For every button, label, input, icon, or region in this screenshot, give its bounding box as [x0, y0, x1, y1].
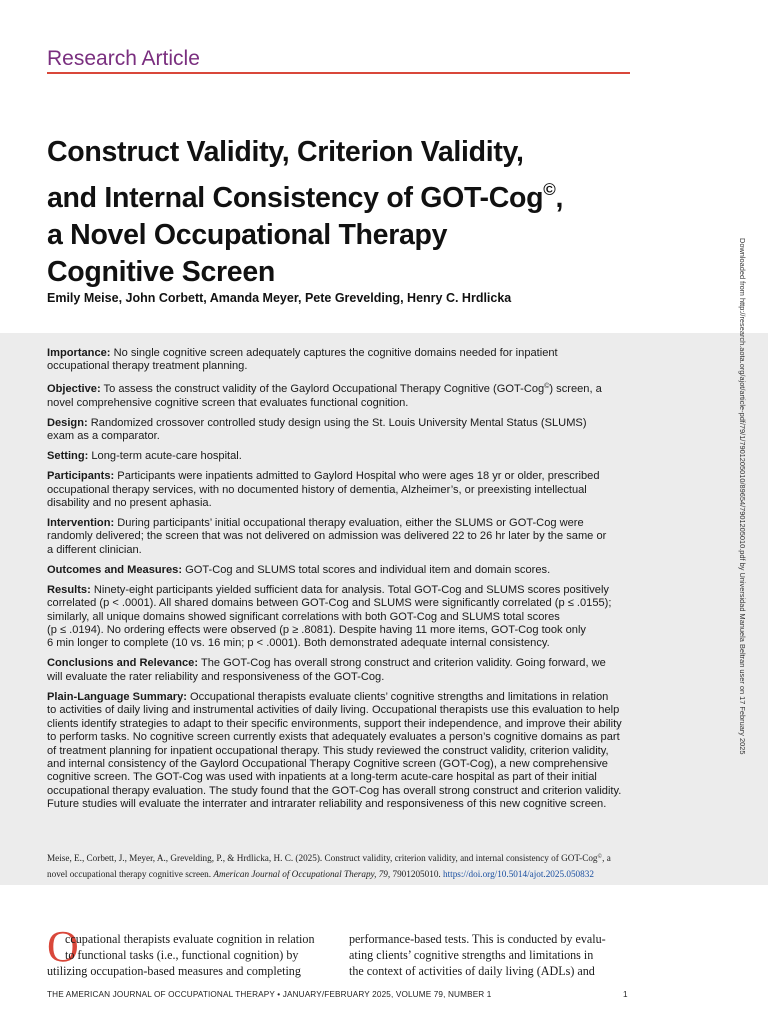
citation-line-2 — [47, 867, 647, 883]
citation-text-2a: novel occupational therapy cognitive screen. — [47, 868, 214, 879]
body-col1-line-1: ccupational therapists evaluate cognition in relation — [65, 932, 315, 946]
title-line-2 — [47, 171, 647, 217]
participants-text-3: disability and no present aphasia. — [47, 497, 212, 510]
plain-summary-text-4: to perform tasks. No cognitive screen currently exists that adequately evaluates a person’s cognitive domains as part — [47, 731, 620, 744]
body-col1-line-2: to functional tasks (i.e., functional cognition) by — [65, 948, 299, 962]
body-col2-line-3: the context of activities of daily living (ADLs) and — [349, 964, 595, 978]
design-label: Design: — [47, 416, 88, 429]
title-line-4: Cognitive Screen — [47, 256, 276, 288]
conclusions-text-1: The GOT-Cog has overall strong construct and criterion validity. Going forward, we — [200, 657, 606, 670]
abstract-design — [47, 417, 633, 444]
abstract-plain-summary — [47, 691, 633, 812]
abstract-conclusions — [47, 657, 633, 684]
conclusions-label: Conclusions and Relevance: — [47, 657, 199, 670]
section-label: Research Article — [47, 47, 200, 70]
design-text-1: Randomized crossover controlled study design using the St. Louis University Mental Status (SLUMS) — [90, 416, 587, 429]
objective-label: Objective: — [47, 383, 101, 396]
results-text-5: 6 min longer to complete (10 vs. 16 min; p < .0001). Both demonstrated adequate internal consistency. — [47, 637, 550, 650]
author-list: Emily Meise, John Corbett, Amanda Meyer, Pete Grevelding, Henry C. Hrdlicka — [47, 291, 512, 305]
body-col2-line-1: performance-based tests. This is conducted by evalu- — [349, 932, 606, 946]
abstract-setting — [47, 450, 633, 463]
intervention-text-3: a different clinician. — [47, 543, 142, 556]
drop-cap: O — [47, 922, 79, 971]
objective-text-1a: To assess the construct validity of the Gaylord Occupational Therapy Cognitive (GOT-Cog — [103, 383, 545, 396]
abstract-participants — [47, 470, 633, 510]
body-col1-line-3: utilizing occupation-based measures and completing — [47, 964, 301, 978]
citation-copyright: © — [597, 854, 603, 860]
objective-copyright: © — [544, 383, 550, 391]
download-note: Downloaded from http://research.aota.org/ajot/article-pdf/79/1/7901205010/89654/7901205010.pdf by Universidad Manuela Beltran user on 17 February 2025 — [738, 238, 747, 755]
abstract-outcomes — [47, 564, 633, 577]
plain-summary-text-7: cognitive screen. The GOT-Cog was used with inpatients at a long-term acute-care hospital as part of their initial — [47, 771, 597, 784]
citation-text-2b: 7901205010. — [390, 868, 444, 879]
citation-text-1a: Meise, E., Corbett, J., Meyer, A., Grevelding, P., & Hrdlicka, H. C. (2025). Construct validity, criterion validity, and internal consistency of GOT-Cog — [47, 853, 598, 863]
outcomes-text-1: GOT-Cog and SLUMS total scores and individual item and domain scores. — [185, 563, 551, 576]
results-text-1: Ninety-eight participants yielded sufficient data for analysis. Total GOT-Cog and SLUMS scores positively — [93, 583, 609, 596]
plain-summary-text-1: Occupational therapists evaluate clients’ cognitive strengths and limitations in relation — [190, 690, 609, 703]
importance-label: Importance: — [47, 347, 111, 359]
intervention-text-1: During participants’ initial occupational therapy evaluation, either the SLUMS or GOT-Cog were — [117, 517, 584, 530]
setting-text-1: Long-term acute-care hospital. — [91, 450, 242, 463]
abstract-importance — [47, 347, 633, 374]
conclusions-text-2: will evaluate the rater reliability and responsiveness of the GOT-Cog. — [47, 670, 385, 683]
outcomes-label: Outcomes and Measures: — [47, 563, 183, 576]
results-text-4: (p ≤ .0194). No ordering effects were observed (p ≥ .8081). Despite having 11 more items, GOT-Cog took only — [47, 624, 586, 637]
results-text-3: similarly, all unique domains showed significant correlations with both GOT-Cog and SLUMS total scores — [47, 610, 560, 623]
plain-summary-text-5: of treatment planning for inpatient occupational therapy. This study reviewed the construct validity, criterion validity, — [47, 744, 609, 757]
journal-footer: THE AMERICAN JOURNAL OF OCCUPATIONAL THERAPY • JANUARY/FEBRUARY 2025, VOLUME 79, NUMBER 1 — [47, 990, 492, 999]
title-line-3: a Novel Occupational Therapy — [47, 219, 448, 251]
plain-summary-text-8: occupational therapy evaluation. The study found that the GOT-Cog has overall strong construct and criterion validity. — [47, 784, 622, 797]
copyright-symbol: © — [543, 180, 556, 199]
importance-text-1: No single cognitive screen adequately captures the cognitive domains needed for inpatient — [113, 347, 558, 359]
plain-summary-text-3: clients identify strategies to adapt to their specific environments, support their independence, and improve their ability — [47, 717, 622, 730]
page-number: 1 — [623, 990, 628, 999]
body-column-1 — [47, 931, 334, 979]
abstract-intervention — [47, 517, 633, 557]
article-title — [47, 134, 647, 291]
structured-abstract — [47, 347, 633, 818]
plain-summary-text-9: Future studies will evaluate the interrater and intrarater reliability and responsiveness of this new cognitive screen. — [47, 798, 607, 811]
results-text-2: correlated (p < .0001). All shared domains between GOT-Cog and SLUMS were significantly correlated (p ≤ .0155); — [47, 597, 612, 610]
participants-text-2: occupational therapy services, with no documented history of dementia, Alzheimer’s, or preexisting intellectual — [47, 483, 587, 496]
intervention-text-2: randomly delivered; the screen that was not delivered on admission was delivered 22 to 26 hr later by the same or — [47, 530, 607, 543]
importance-text-2: occupational therapy treatment planning. — [47, 360, 248, 373]
title-line-2-text: and Internal Consistency of GOT-Cog — [47, 182, 544, 214]
body-column-2 — [349, 931, 636, 979]
intervention-label: Intervention: — [47, 517, 115, 530]
plain-summary-label: Plain-Language Summary: — [47, 690, 187, 703]
citation-text-1b: , a — [602, 853, 611, 863]
plain-summary-text-2: to activities of daily living and instrumental activities of daily living. Occupational therapists use this evaluation to help — [47, 704, 620, 717]
citation-line-1 — [47, 850, 647, 867]
participants-text-1: Participants were inpatients admitted to Gaylord Hospital who were ages 18 yr or older, prescribed — [117, 470, 600, 483]
objective-text-1b: ) screen, a — [549, 383, 602, 396]
title-line-1: Construct Validity, Criterion Validity, — [47, 136, 524, 168]
design-text-2: exam as a comparator. — [47, 430, 160, 443]
body-col2-line-2: ating clients’ cognitive strengths and limitations in — [349, 948, 594, 962]
abstract-objective — [47, 380, 633, 410]
objective-text-2: novel comprehensive cognitive screen that evaluates functional cognition. — [47, 396, 409, 409]
citation-journal: American Journal of Occupational Therapy, 79, — [213, 868, 391, 879]
citation — [47, 850, 647, 882]
plain-summary-text-6: and internal consistency of the Gaylord Occupational Therapy Cognitive screen (GOT-Cog), a new comprehensive — [47, 757, 608, 770]
participants-label: Participants: — [47, 470, 115, 483]
title-line-2-comma: , — [555, 182, 564, 214]
setting-label: Setting: — [47, 450, 89, 463]
doi-link[interactable]: https://doi.org/10.5014/ajot.2025.050832 — [443, 868, 594, 879]
results-label: Results: — [47, 583, 91, 596]
abstract-results — [47, 584, 633, 651]
section-divider — [47, 72, 630, 74]
